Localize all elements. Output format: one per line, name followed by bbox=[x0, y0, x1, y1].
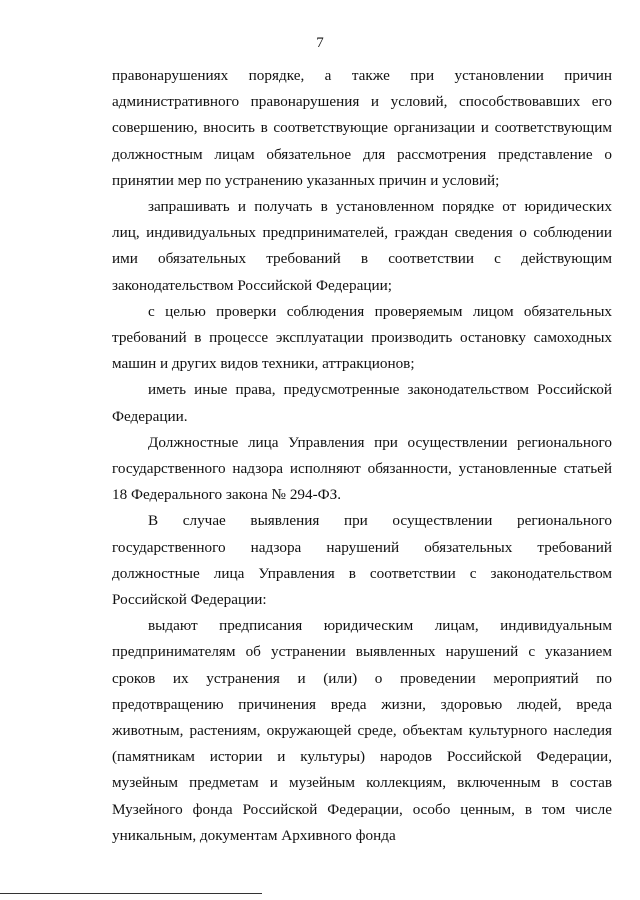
paragraph-other-rights: иметь иные права, предусмотренные законодательством Российской Федерации. bbox=[112, 381, 612, 425]
footer-rule bbox=[0, 893, 262, 894]
paragraph-continuation: правонарушениях порядке, а также при установлении причин административного правонарушения и условий, способствовавших его совершению, вносить в соответствующие организации и соответствующим должностным лицам обязательное для рассмотрения представление о принятии мер по устранению указанных причин и условий; bbox=[112, 67, 612, 189]
paragraph-request-information: запрашивать и получать в установленном порядке от юридических лиц, индивидуальных предпринимателей, граждан сведения о соблюдении ими обязательных требований в соответствии с действующим законодательством Российской Федерации; bbox=[112, 198, 612, 294]
paragraph-stop-machines: с целью проверки соблюдения проверяемым лицом обязательных требований в процессе эксплуатации производить остановку самоходных машин и других видов техники, аттракционов; bbox=[112, 302, 612, 373]
paragraph-officials-duties: Должностные лица Управления при осуществлении регионального государственного надзора исполняют обязанности, установленные статьей 18 Федерального закона № 294-ФЗ. bbox=[112, 433, 612, 504]
paragraph-violations-detected: В случае выявления при осуществлении регионального государственного надзора нарушений обязательных требований должностные лица Управления в соответствии с законодательством Российской Федерации: bbox=[112, 512, 612, 609]
paragraph-issue-orders: выдают предписания юридическим лицам, индивидуальным предпринимателям об устранении выявленных нарушений с указанием сроков их устранения и (или) о проведении мероприятий по предотвращению причинения вреда жизни, здоровью людей, вреда животным, растениям, окружающей среде, объектам культурного наследия (памятникам истории и культуры) народов Российской Федерации, музейным предметам и музейным коллекциям, включенным в состав Музейного фонда Российской Федерации, особо ценным, в том числе уникальным, документам Архивного фонда bbox=[112, 617, 612, 844]
page-number: 7 bbox=[316, 35, 324, 51]
document-body bbox=[112, 63, 612, 849]
